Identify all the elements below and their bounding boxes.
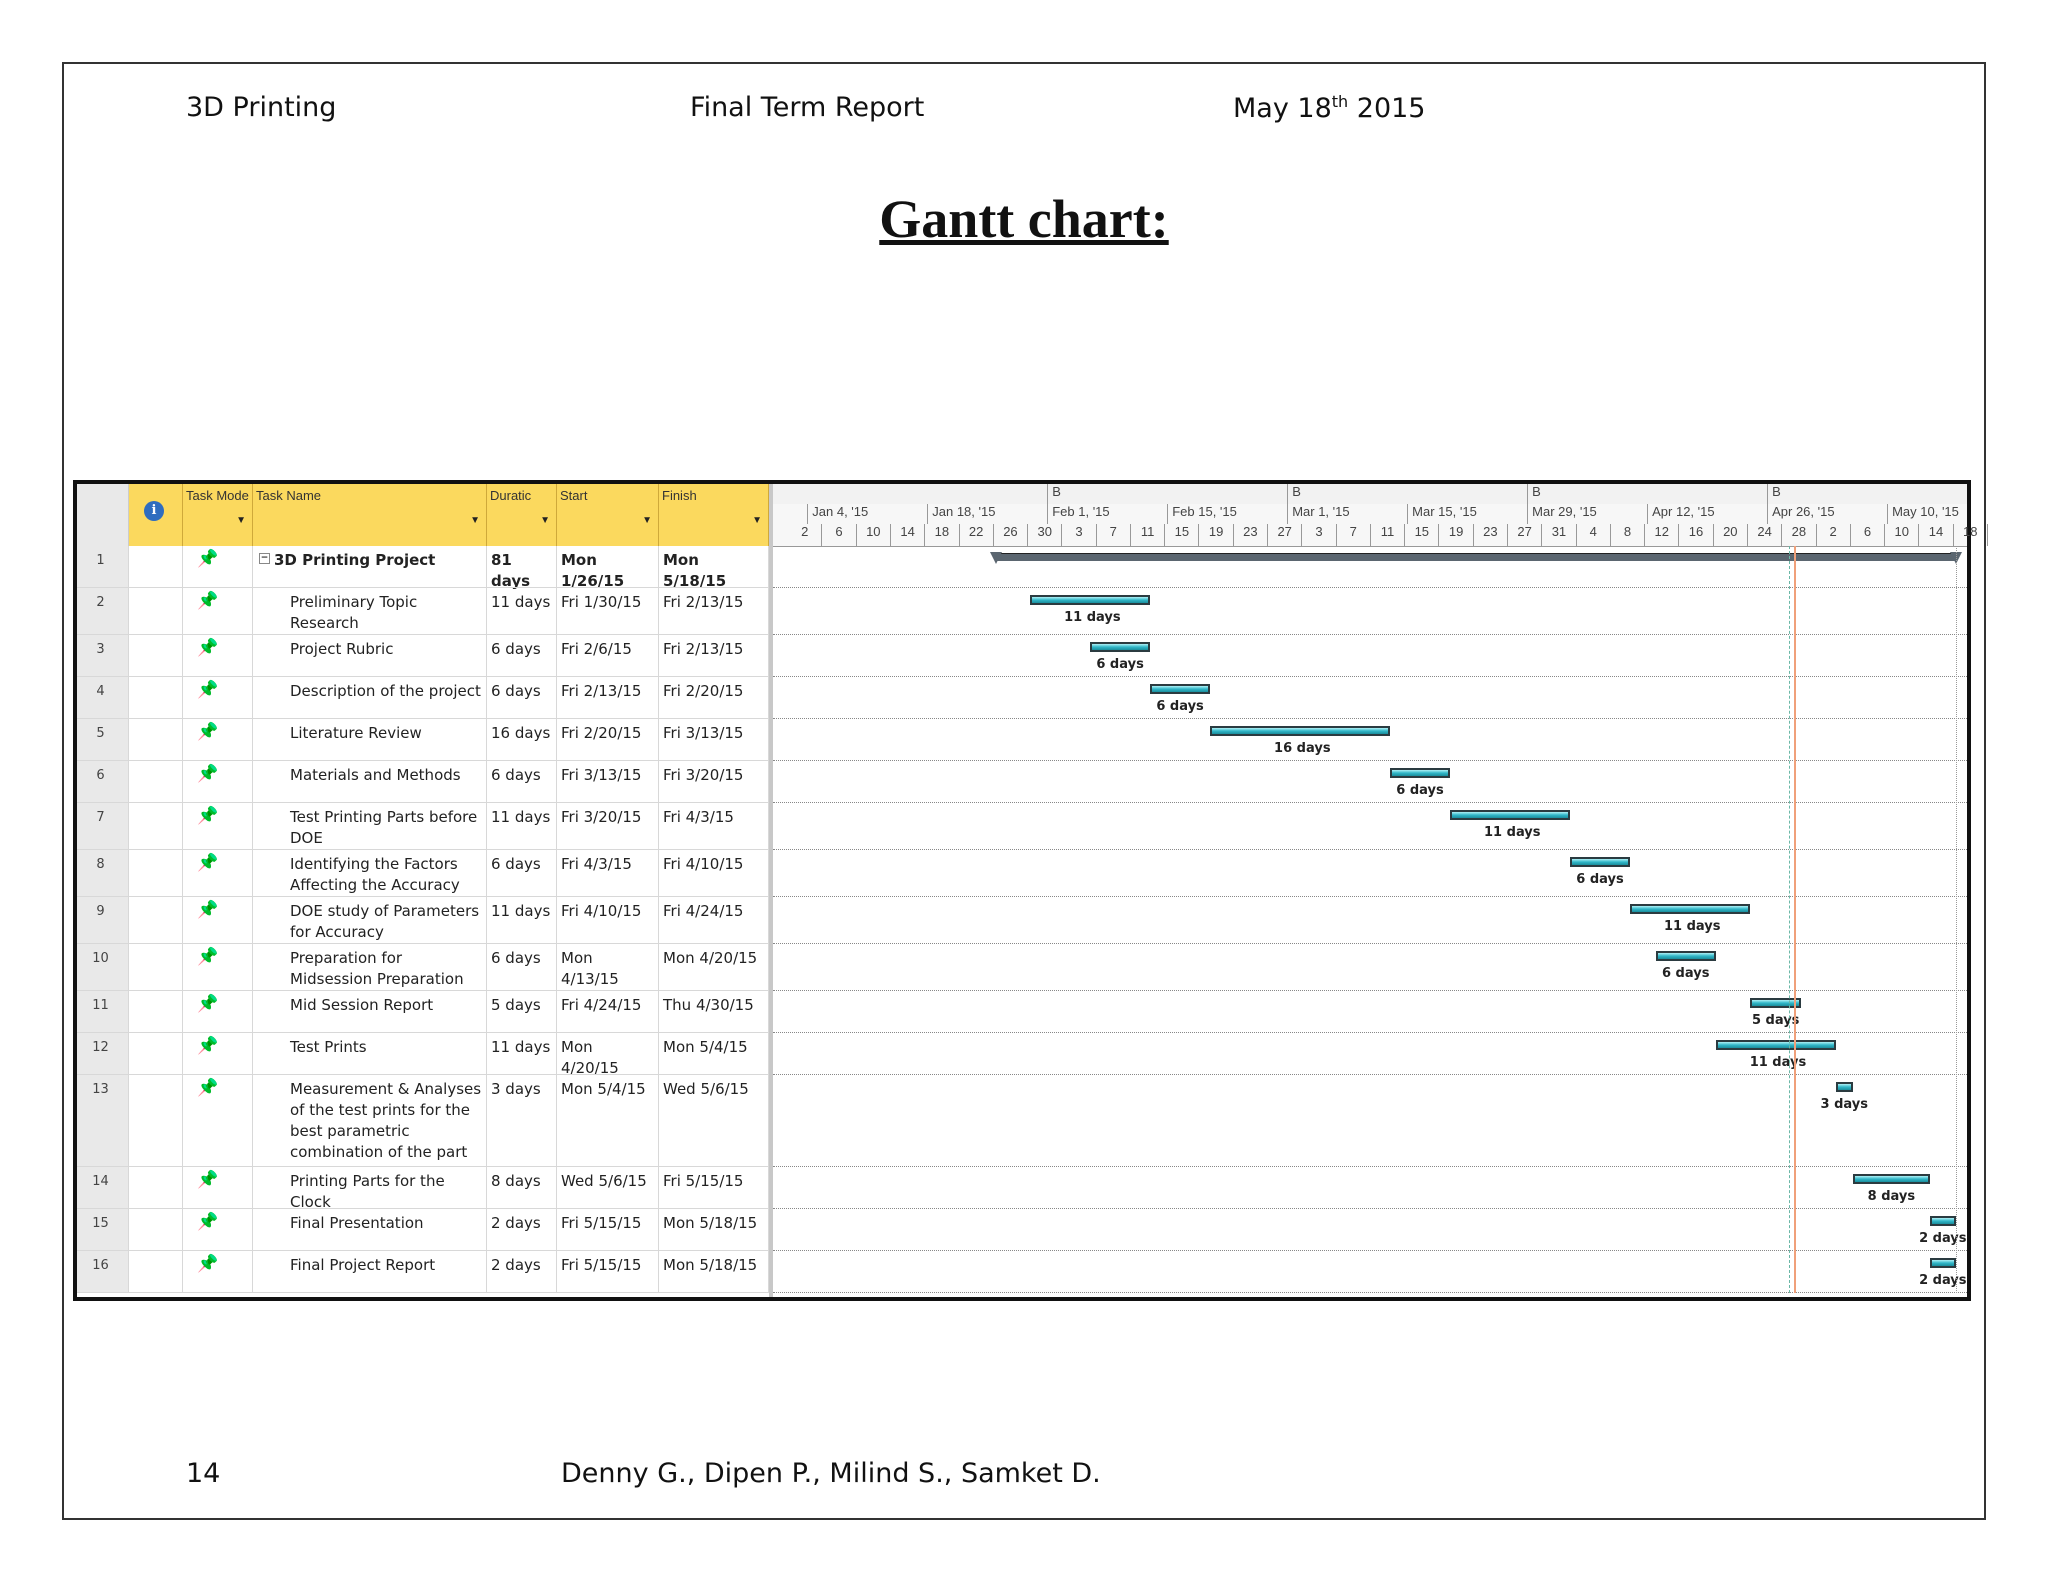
row-finish: Fri 2/13/15	[659, 635, 769, 677]
table-row[interactable]	[77, 719, 769, 761]
task-name-text: 3D Printing Project	[274, 551, 436, 569]
row-duration: 16 days	[487, 719, 557, 761]
timeline-day-label: 14	[891, 524, 925, 546]
row-number: 2	[77, 588, 129, 635]
timeline-day-label: 6	[822, 524, 856, 546]
row-finish: Fri 4/3/15	[659, 803, 769, 850]
row-info	[129, 1075, 183, 1167]
timeline-day-label: 4	[1577, 524, 1611, 546]
row-finish: Mon 5/18/15	[659, 1251, 769, 1293]
summary-bar-left-cap	[990, 552, 1002, 564]
pushpin-icon: 📌	[197, 1170, 219, 1190]
task-name-text: Project Rubric	[290, 640, 394, 658]
row-duration: 5 days	[487, 991, 557, 1033]
row-task-mode[interactable]	[183, 850, 253, 897]
row-info	[129, 761, 183, 803]
task-bar[interactable]	[1716, 1040, 1836, 1050]
timeline-week-label: Jan 18, '15	[927, 504, 1047, 524]
row-finish: Fri 4/10/15	[659, 850, 769, 897]
task-bar-label: 6 days	[1396, 783, 1444, 798]
dropdown-arrow-icon[interactable]: ▼	[236, 515, 246, 526]
timeline-day-label: 27	[1268, 524, 1302, 546]
row-start: Mon 4/13/15	[557, 944, 659, 991]
row-number: 14	[77, 1167, 129, 1209]
table-row[interactable]	[77, 546, 769, 588]
timeline-day-label: 2	[1817, 524, 1851, 546]
timeline-week-label: Feb 15, '15	[1167, 504, 1287, 524]
task-bar-label: 11 days	[1749, 1055, 1807, 1070]
row-number: 3	[77, 635, 129, 677]
task-name-text: Identifying the Factors Affecting the Accuracy	[290, 855, 460, 894]
timeline-day-label: 31	[1542, 524, 1576, 546]
dropdown-arrow-icon[interactable]: ▼	[752, 515, 762, 526]
row-info	[129, 991, 183, 1033]
table-row[interactable]	[77, 588, 769, 635]
row-duration: 2 days	[487, 1251, 557, 1293]
pushpin-icon: 📌	[197, 549, 219, 569]
task-bar-label: 2 days	[1919, 1231, 1967, 1246]
row-task-name[interactable]	[253, 1167, 487, 1209]
row-task-mode[interactable]	[183, 1251, 253, 1293]
task-bar-label: 5 days	[1751, 1013, 1800, 1028]
header-duration[interactable]: Duratic ▼	[487, 484, 557, 546]
row-task-name[interactable]	[253, 991, 487, 1033]
task-name-text: Test Prints	[290, 1038, 367, 1056]
row-duration: 6 days	[487, 635, 557, 677]
timeline-day-label: 10	[857, 524, 891, 546]
row-task-name[interactable]	[253, 897, 487, 944]
task-bar[interactable]	[1390, 768, 1450, 778]
task-name-text: Printing Parts for the Clock	[290, 1172, 445, 1211]
table-row[interactable]	[77, 850, 769, 897]
row-info	[129, 1033, 183, 1075]
row-info	[129, 944, 183, 991]
row-task-name[interactable]	[253, 761, 487, 803]
table-row[interactable]	[77, 1075, 769, 1167]
row-task-mode[interactable]	[183, 803, 253, 850]
timeline-day-label: 2	[788, 524, 822, 546]
timeline-day-label: 26	[994, 524, 1028, 546]
row-task-name[interactable]	[253, 677, 487, 719]
header-info	[129, 484, 183, 546]
header-finish[interactable]: Finish ▼	[659, 484, 769, 546]
row-start: Mon 4/20/15	[557, 1033, 659, 1075]
row-finish: Thu 4/30/15	[659, 991, 769, 1033]
timeline-day-label: 20	[1714, 524, 1748, 546]
row-task-name[interactable]	[253, 1251, 487, 1293]
timeline-day-label: 11	[1131, 524, 1165, 546]
table-row[interactable]	[77, 1251, 769, 1293]
page-title: Gantt chart:	[879, 189, 1169, 249]
row-task-name[interactable]	[253, 1209, 487, 1251]
timeline-top-mark: B	[1287, 484, 1307, 504]
task-bar[interactable]	[1570, 857, 1630, 867]
collapse-icon[interactable]: −	[260, 553, 269, 563]
row-finish: Fri 3/13/15	[659, 719, 769, 761]
timeline-day-label: 19	[1439, 524, 1473, 546]
row-info	[129, 1209, 183, 1251]
table-row[interactable]	[77, 1167, 769, 1209]
row-number: 15	[77, 1209, 129, 1251]
pushpin-icon: 📌	[197, 994, 219, 1014]
row-start: Fri 1/30/15	[557, 588, 659, 635]
task-bar-label: 8 days	[1867, 1189, 1916, 1204]
row-task-name[interactable]	[253, 546, 487, 588]
task-bar-label: 6 days	[1096, 657, 1144, 672]
table-row[interactable]	[77, 1209, 769, 1251]
task-bar[interactable]	[1853, 1174, 1930, 1184]
pushpin-icon: 📌	[197, 806, 219, 826]
timeline-top-mark: B	[1047, 484, 1067, 504]
dropdown-arrow-icon[interactable]: ▼	[642, 515, 652, 526]
row-duration: 11 days	[487, 803, 557, 850]
pushpin-icon: 📌	[197, 638, 219, 658]
timeline-day-label: 11	[1371, 524, 1405, 546]
pushpin-icon: 📌	[197, 764, 219, 784]
pushpin-icon: 📌	[197, 853, 219, 873]
dropdown-arrow-icon[interactable]: ▼	[470, 515, 480, 526]
task-bar-label: 2 days	[1919, 1273, 1967, 1288]
row-finish: Mon 5/4/15	[659, 1033, 769, 1075]
row-info	[129, 635, 183, 677]
timeline-week-label: May 10, '15	[1887, 504, 2007, 524]
row-number: 13	[77, 1075, 129, 1167]
row-info	[129, 677, 183, 719]
timeline-day-label: 18	[925, 524, 959, 546]
timeline-top-band	[773, 484, 1967, 505]
footer-page-number: 14	[186, 1458, 221, 1489]
row-duration: 6 days	[487, 850, 557, 897]
row-task-mode[interactable]	[183, 897, 253, 944]
task-name-text: Test Printing Parts before DOE	[290, 808, 478, 847]
task-bar-label: 11 days	[1064, 610, 1121, 625]
row-start: Fri 2/13/15	[557, 677, 659, 719]
timeline-day-label: 7	[1337, 524, 1371, 546]
row-finish: Fri 3/20/15	[659, 761, 769, 803]
row-number: 4	[77, 677, 129, 719]
header-left: 3D Printing	[186, 92, 337, 123]
header-task-name[interactable]: Task Name ▼	[253, 484, 487, 546]
timeline-day-label: 14	[1919, 524, 1953, 546]
row-start: Mon 1/26/15	[557, 546, 659, 588]
row-number: 1	[77, 546, 129, 588]
timeline-day-label: 7	[1097, 524, 1131, 546]
header-center: Final Term Report	[690, 92, 925, 123]
row-start: Fri 5/15/15	[557, 1209, 659, 1251]
timeline-day-label: 18	[1954, 524, 1988, 546]
row-info	[129, 897, 183, 944]
timeline-day-label: 6	[1851, 524, 1885, 546]
status-date-line	[1789, 546, 1790, 1293]
pushpin-icon: 📌	[197, 680, 219, 700]
current-date-line	[1794, 546, 1796, 1293]
table-timeline-splitter[interactable]	[769, 484, 773, 1297]
header-date-suffix: 2015	[1348, 93, 1426, 124]
summary-bar[interactable]	[996, 553, 1956, 561]
row-number: 7	[77, 803, 129, 850]
task-bar[interactable]	[1090, 642, 1150, 652]
row-task-name[interactable]	[253, 850, 487, 897]
task-name-text: Final Project Report	[290, 1256, 436, 1274]
row-start: Mon 5/4/15	[557, 1075, 659, 1167]
row-number: 8	[77, 850, 129, 897]
timeline-day-label: 28	[1782, 524, 1816, 546]
row-duration: 2 days	[487, 1209, 557, 1251]
row-task-name[interactable]	[253, 803, 487, 850]
row-task-name[interactable]	[253, 588, 487, 635]
row-number: 10	[77, 944, 129, 991]
row-info	[129, 1167, 183, 1209]
row-task-mode[interactable]	[183, 588, 253, 635]
table-row[interactable]	[77, 991, 769, 1033]
info-icon: i	[144, 501, 164, 521]
timeline-day-label: 27	[1508, 524, 1542, 546]
timeline-day-label: 19	[1200, 524, 1234, 546]
task-bar[interactable]	[1030, 595, 1150, 605]
task-bar-label: 6 days	[1576, 872, 1624, 887]
row-task-mode[interactable]	[183, 1209, 253, 1251]
task-bar[interactable]	[1150, 684, 1210, 694]
task-bar-label: 6 days	[1661, 966, 1710, 981]
table-row[interactable]	[77, 635, 769, 677]
task-name-text: Final Presentation	[290, 1214, 424, 1232]
task-name-text: Materials and Methods	[290, 766, 461, 784]
table-row[interactable]	[77, 944, 769, 991]
row-task-mode[interactable]	[183, 635, 253, 677]
row-task-name[interactable]	[253, 1075, 487, 1167]
row-duration: 8 days	[487, 1167, 557, 1209]
row-number: 11	[77, 991, 129, 1033]
row-task-name[interactable]	[253, 944, 487, 991]
pushpin-icon: 📌	[197, 900, 219, 920]
row-start: Fri 4/3/15	[557, 850, 659, 897]
row-number: 6	[77, 761, 129, 803]
row-duration: 81 days	[487, 546, 557, 588]
timeline-day-label: 15	[1165, 524, 1199, 546]
pushpin-icon: 📌	[197, 722, 219, 742]
row-number: 5	[77, 719, 129, 761]
pushpin-icon: 📌	[197, 947, 219, 967]
row-finish: Mon 5/18/15	[659, 546, 769, 588]
timeline-day-label: 16	[1679, 524, 1713, 546]
timeline-day-label: 30	[1028, 524, 1062, 546]
timeline-day-label: 8	[1611, 524, 1645, 546]
row-start: Fri 4/24/15	[557, 991, 659, 1033]
task-bar[interactable]	[1930, 1258, 1956, 1268]
row-task-mode[interactable]	[183, 991, 253, 1033]
row-task-name[interactable]	[253, 719, 487, 761]
task-name-text: Preliminary Topic Research	[290, 593, 418, 632]
dropdown-arrow-icon[interactable]: ▼	[540, 515, 550, 526]
row-task-name[interactable]	[253, 1033, 487, 1075]
timeline-day-label: 10	[1885, 524, 1919, 546]
row-info	[129, 588, 183, 635]
row-info	[129, 546, 183, 588]
header-date-sup: th	[1331, 92, 1349, 111]
row-number: 16	[77, 1251, 129, 1293]
row-task-mode[interactable]	[183, 944, 253, 991]
task-bar[interactable]	[1930, 1216, 1956, 1226]
row-start: Fri 3/20/15	[557, 803, 659, 850]
task-name-text: Preparation for Midsession Preparation	[290, 949, 464, 988]
row-info	[129, 850, 183, 897]
timeline-week-label: Mar 29, '15	[1527, 504, 1647, 524]
header-start[interactable]: Start ▼	[557, 484, 659, 546]
row-info	[129, 1251, 183, 1293]
row-number: 9	[77, 897, 129, 944]
task-name-text: Mid Session Report	[290, 996, 434, 1014]
pushpin-icon: 📌	[197, 1212, 219, 1232]
timeline-day-label: 3	[1302, 524, 1336, 546]
row-start: Fri 3/13/15	[557, 761, 659, 803]
row-duration: 11 days	[487, 897, 557, 944]
header-task-mode[interactable]: Task Mode ▼	[183, 484, 253, 546]
task-bar[interactable]	[1450, 810, 1570, 820]
task-name-text: Literature Review	[290, 724, 422, 742]
header-date	[1233, 92, 1425, 124]
row-finish: Wed 5/6/15	[659, 1075, 769, 1167]
row-duration: 6 days	[487, 944, 557, 991]
row-duration: 11 days	[487, 1033, 557, 1075]
timeline-day-label: 3	[1062, 524, 1096, 546]
row-info	[129, 803, 183, 850]
pushpin-icon: 📌	[197, 1036, 219, 1056]
row-finish: Mon 5/18/15	[659, 1209, 769, 1251]
row-finish: Fri 2/20/15	[659, 677, 769, 719]
task-bar-label: 11 days	[1484, 825, 1541, 840]
row-duration: 11 days	[487, 588, 557, 635]
timeline-day-label: 15	[1405, 524, 1439, 546]
row-task-mode[interactable]	[183, 677, 253, 719]
row-task-mode[interactable]	[183, 1033, 253, 1075]
row-start: Fri 2/20/15	[557, 719, 659, 761]
table-row[interactable]	[77, 1033, 769, 1075]
timeline-top-mark: B	[1527, 484, 1547, 504]
row-start: Fri 4/10/15	[557, 897, 659, 944]
row-task-mode[interactable]	[183, 719, 253, 761]
timeline-week-label: Mar 15, '15	[1407, 504, 1527, 524]
row-start: Fri 5/15/15	[557, 1251, 659, 1293]
row-task-mode[interactable]	[183, 1167, 253, 1209]
project-finish-line	[1956, 546, 1957, 1293]
timeline-day-label: 22	[960, 524, 994, 546]
timeline-week-label: Jan 4, '15	[807, 504, 927, 524]
row-divider	[77, 1292, 769, 1293]
row-finish: Fri 4/24/15	[659, 897, 769, 944]
task-name-text: DOE study of Parameters for Accuracy	[290, 902, 480, 941]
task-bar-label: 16 days	[1274, 741, 1331, 756]
table-row[interactable]	[77, 803, 769, 850]
timeline-week-label: Feb 1, '15	[1047, 504, 1167, 524]
task-bar[interactable]	[1630, 904, 1750, 914]
task-bar-label: 3 days	[1820, 1097, 1868, 1112]
header-date-prefix: May 18	[1233, 93, 1332, 124]
gantt-chart	[73, 480, 1978, 1301]
pushpin-icon: 📌	[197, 1254, 219, 1274]
table-row[interactable]	[77, 677, 769, 719]
table-row[interactable]	[77, 897, 769, 944]
timeline-day-label: 24	[1748, 524, 1782, 546]
row-finish: Mon 4/20/15	[659, 944, 769, 991]
row-start: Wed 5/6/15	[557, 1167, 659, 1209]
timeline-week-label: Mar 1, '15	[1287, 504, 1407, 524]
row-start: Fri 2/6/15	[557, 635, 659, 677]
task-bar-label: 6 days	[1156, 699, 1204, 714]
row-finish: Fri 2/13/15	[659, 588, 769, 635]
pushpin-icon: 📌	[197, 591, 219, 611]
task-bar[interactable]	[1656, 951, 1716, 961]
row-finish: Fri 5/15/15	[659, 1167, 769, 1209]
task-bar[interactable]	[1836, 1082, 1853, 1092]
task-name-text: Description of the project	[290, 682, 481, 700]
task-bar-label: 11 days	[1663, 919, 1721, 934]
task-name-text: Measurement & Analyses of the test prints for the best parametric combination of the part	[290, 1080, 482, 1161]
header-row-number	[77, 484, 129, 546]
row-task-name[interactable]	[253, 635, 487, 677]
row-duration: 6 days	[487, 677, 557, 719]
timeline-day-label: 12	[1645, 524, 1679, 546]
timeline-top-mark: B	[1767, 484, 1787, 504]
row-number: 12	[77, 1033, 129, 1075]
row-task-mode[interactable]	[183, 761, 253, 803]
timeline-day-label: 23	[1234, 524, 1268, 546]
row-task-mode[interactable]	[183, 546, 253, 588]
timeline-week-label: Apr 26, '15	[1767, 504, 1887, 524]
table-row[interactable]	[77, 761, 769, 803]
task-bar[interactable]	[1210, 726, 1390, 736]
row-duration: 6 days	[487, 761, 557, 803]
row-duration: 3 days	[487, 1075, 557, 1167]
timeline-day-label: 23	[1474, 524, 1508, 546]
row-task-mode[interactable]	[183, 1075, 253, 1167]
footer-authors: Denny G., Dipen P., Milind S., Samket D.	[561, 1458, 1101, 1489]
timeline-week-label: Apr 12, '15	[1647, 504, 1767, 524]
row-info	[129, 719, 183, 761]
pushpin-icon: 📌	[197, 1078, 219, 1098]
